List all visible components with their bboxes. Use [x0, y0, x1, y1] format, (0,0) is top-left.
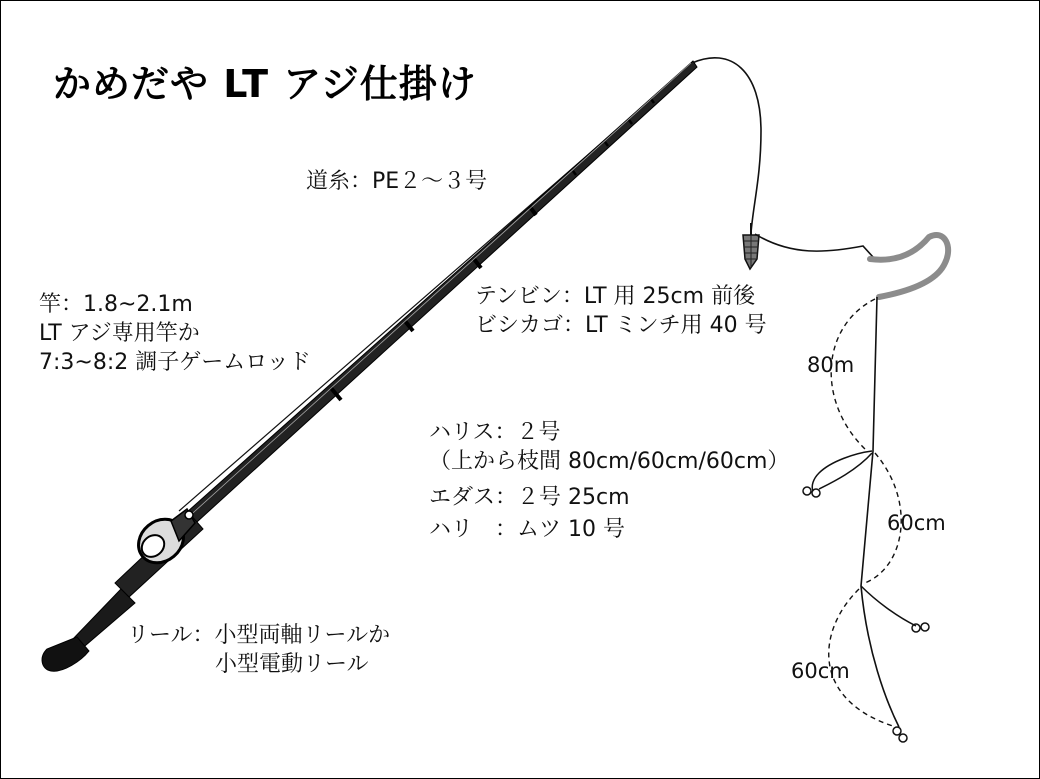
main-line-label — [306, 167, 487, 196]
harisu-spec: ハリス：２号 — [429, 420, 561, 445]
sinker-spec: ビシカゴ：LT ミンチ用 40 号 — [475, 313, 767, 338]
hook-label — [429, 515, 625, 544]
rod-length: 竿：1.8~2.1m — [39, 292, 193, 317]
tenbin-label — [475, 282, 767, 340]
sinker-cage-icon — [743, 223, 759, 269]
page-title: かめだや LT アジ仕掛け — [53, 62, 477, 106]
harisu-label — [429, 418, 789, 476]
rod-type: LT アジ専用竿か — [39, 321, 200, 346]
tenbin-wire — [755, 234, 873, 257]
edasu-spec: エダス：２号 25cm — [429, 485, 630, 510]
rod-action: 7:3~8:2 調子ゲームロッド — [39, 350, 311, 375]
hook-icon — [912, 623, 929, 632]
dim-middle-label: 60cm — [887, 511, 946, 535]
hook-icon — [893, 727, 907, 742]
main-line — [692, 58, 761, 233]
dim-bottom-label: 60cm — [791, 659, 850, 683]
reel-alt: 小型電動リール — [127, 652, 369, 677]
reel-label — [127, 621, 390, 679]
harisu-spacing: （上から枝間 80cm/60cm/60cm） — [429, 449, 790, 474]
edasu-upper — [812, 451, 872, 491]
edasu-middle — [861, 586, 916, 626]
tenbin-spec: テンビン：LT 用 25cm 前後 — [475, 284, 756, 309]
edasu-label — [429, 483, 630, 512]
hook-icon — [803, 487, 820, 497]
main-line-spec: 道糸：PE２～３号 — [306, 169, 488, 194]
hook-spec: ハリ ：ムツ 10 号 — [429, 517, 625, 542]
reel-spec: リール：小型両軸リールか — [127, 623, 391, 648]
rod-label — [39, 290, 311, 377]
dim-top-label: 80m — [807, 353, 855, 377]
dim-60cm-lower-curve — [829, 589, 896, 727]
tenbin-icon — [870, 235, 948, 297]
